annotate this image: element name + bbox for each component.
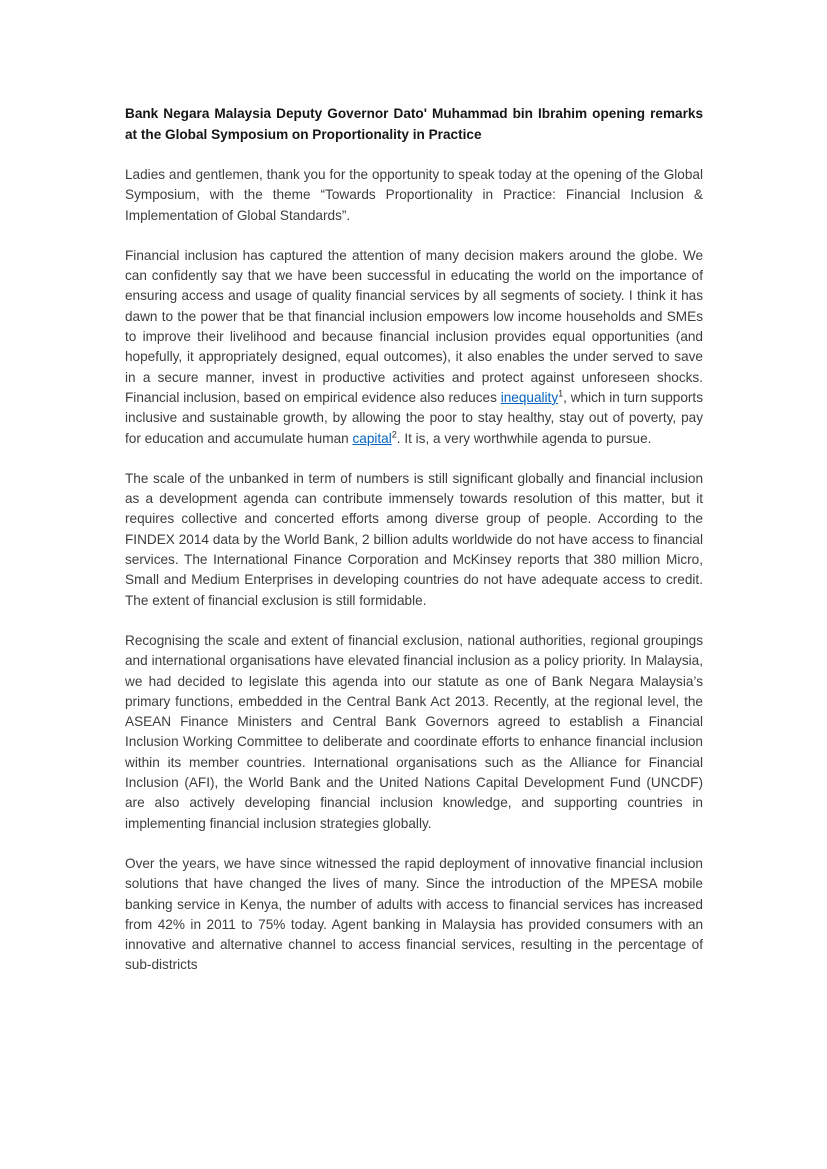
paragraph-intro: Ladies and gentlemen, thank you for the opportunity to speak today at the opening of the Global Symposium, with the theme “Towards Proportionality in Practice: Financial Inclusion & Implementation of Global Standards”. [125,167,703,223]
document-title-text: Bank Negara Malaysia Deputy Governor Dato' Muhammad bin Ibrahim opening remarks at the Global Symposium on Proportionality in Practice [125,106,703,142]
paragraph-segment: . It is, a very worthwhile agenda to pursue. [396,430,652,446]
capital-link[interactable]: capital [352,430,392,446]
inequality-link[interactable]: inequality [500,389,559,405]
paragraph-segment: Financial inclusion has captured the attention of many decision makers around the globe. We can confidently say that we have been successful in educating the world on the importance of ensuring access and usage of quality financial services by all segments of society. I think it has dawn to the power that be that financial inclusion empowers low income households and SMEs to improve their livelihood and because financial inclusion provides equal opportunities (and hopefully, it appropriately designed, equal outcomes), it also enables the under served to save in a secure manner, invest in productive activities and protect against unforeseen shocks. Financial inclusion, based on empirical evidence also reduces [125,247,703,405]
paragraph-innovative-solutions: Over the years, we have since witnessed the rapid deployment of innovative financial inclusion solutions that have changed the lives of many. Since the introduction of the MPESA mobile banking service in Kenya, the number of adults with access to financial services has increased from 42% in 2011 to 75% today. Agent banking in Malaysia has provided consumers with an innovative and alternative channel to access financial services, resulting in the percentage of sub-districts [125,855,703,973]
paragraph-unbanked-scale: The scale of the unbanked in term of numbers is still significant globally and financial inclusion as a development agenda can contribute immensely towards resolution of this matter, but it requires collective and concerted efforts among diverse group of people. According to the FINDEX 2014 data by the World Bank, 2 billion adults worldwide do not have access to financial services. The International Finance Corporation and McKinsey reports that 380 million Micro, Small and Medium Enterprises in developing countries do not have adequate access to credit. The extent of financial exclusion is still formidable. [125,470,703,608]
paragraph-financial-inclusion [125,246,703,449]
footnote-ref-2: 2 [391,429,397,440]
paragraph-policy-priority: Recognising the scale and extent of financial exclusion, national authorities, regional groupings and international organisations have elevated financial inclusion as a policy priority. In Malaysia, we had decided to legislate this agenda into our statute as one of Bank Negara Malaysia’s primary functions, embedded in the Central Bank Act 2013. Recently, at the regional level, the ASEAN Finance Ministers and Central Bank Governors agreed to establish a Financial Inclusion Working Committee to deliberate and coordinate efforts to enhance financial inclusion within its member countries. International organisations such as the Alliance for Financial Inclusion (AFI), the World Bank and the United Nations Capital Development Fund (UNCDF) are also actively developing financial inclusion knowledge, and supporting countries in implementing financial inclusion strategies globally. [125,632,703,831]
document-title [125,103,703,145]
footnote-ref-1: 1 [558,388,564,399]
paragraph-segment: , which in turn supports inclusive and sustainable growth, by allowing the poor to stay healthy, stay out of poverty, pay for education and accumulate human [125,389,703,446]
